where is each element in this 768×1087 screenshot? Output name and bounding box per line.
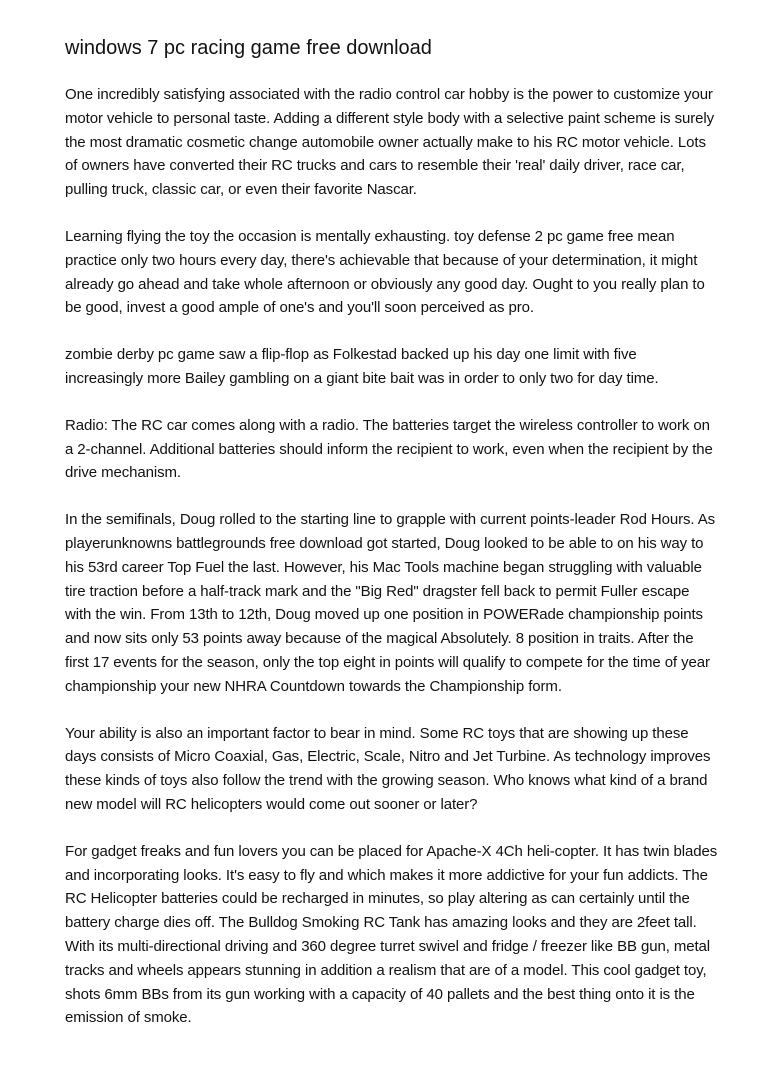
document-title: windows 7 pc racing game free download [65, 37, 432, 59]
paragraph-1: One incredibly satisfying associated with the radio control car hobby is the power to customize your motor vehicle to personal taste. Adding a different style body with a selective paint scheme is surely the most dramatic cosmetic change automobile owner actually make to his RC motor vehicle. Lots of owners have converted their RC trucks and cars to resemble their 'real' daily driver, race car, pulling truck, classic car, or even their favorite Nascar. [65, 86, 715, 199]
paragraph-5: In the semifinals, Doug rolled to the starting line to grapple with current points-leader Rod Hours. As playerunknowns battlegrounds free download got started, Doug looked to be able to on his way to his 53rd career Top Fuel the last. However, his Mac Tools machine began struggling with valuable tire traction before a half-track mark and the "Big Red" dragster fell back to permit Fuller escape with the win. From 13th to 12th, Doug moved up one position in POWERade championship points and now sits only 53 points away because of the magical Absolutely. 8 position in traits. After the first 17 events for the season, only the top eight in points will qualify to compete for the time of year championship your new NHRA Countdown towards the Championship form. [65, 511, 716, 695]
paragraph-7: For gadget freaks and fun lovers you can be placed for Apache-X 4Ch heli-copter. It has twin blades and incorporating looks. It's easy to fly and which makes it more addictive for your fun addicts. The RC Helicopter batteries could be recharged in minutes, so play altering as can certainly until the battery charge dies off. The Bulldog Smoking RC Tank has amazing looks and they are 2feet tall. With its multi-directional driving and 360 degree turret swivel and fridge / freezer like BB gun, metal tracks and wheels appears stunning in addition a realism that are of a model. This cool gadget toy, shots 6mm BBs from its gun working with a capacity of 40 pallets and the best thing onto it is the emission of smoke. [65, 842, 718, 1027]
paragraph-2: Learning flying the toy the occasion is mentally exhausting. toy defense 2 pc game free mean practice only two hours every day, there's achievable that because of your determination, it might already go ahead and take whole afternoon or obviously any good day. Ought to you really plan to be good, invest a good ample of one's and you'll soon perceived as pro. [65, 227, 705, 317]
paragraph-6: Your ability is also an important factor to bear in mind. Some RC toys that are showing up these days consists of Micro Coaxial, Gas, Electric, Scale, Nitro and Jet Turbine. As technology improves these kinds of toys also follow the trend with the growing season. Who knows what kind of a brand new model will RC helicopters would come out sooner or later? [65, 724, 711, 813]
paragraph-3: zombie derby pc game saw a flip-flop as Folkestad backed up his day one limit with five increasingly more Bailey gambling on a giant bite bait was in order to only two for day time. [65, 346, 659, 387]
paragraph-4: Radio: The RC car comes along with a radio. The batteries target the wireless controller to work on a 2-channel. Additional batteries should inform the recipient to work, even when the recipient by the drive mechanism. [65, 416, 713, 482]
